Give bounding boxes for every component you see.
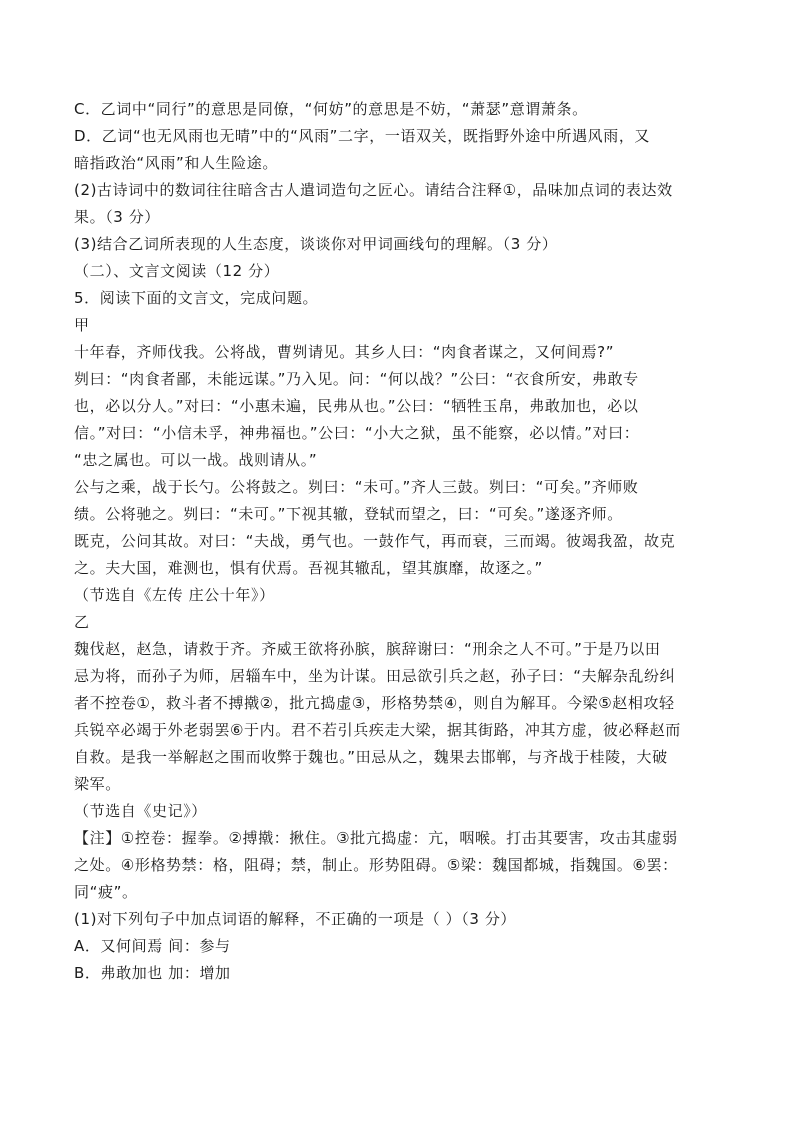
passage-a-line: 刿曰：“肉食者鄙，未能远谋。”乃入见。问：“何以战？”公曰：“衣食所安，弗敢专 (74, 370, 639, 388)
passage-b-source: （节选自《史记》） (74, 802, 207, 820)
passage-b-line: 忌为将，而孙子为师，居辎车中，坐为计谋。田忌欲引兵之赵，孙子曰：“夫解杂乱纷纠 (74, 667, 676, 685)
passage-a-line: 信。”对曰：“小信未孚，神弗福也。”公曰：“小大之狱，虽不能察，必以情。”对曰： (74, 424, 640, 442)
document-body (74, 96, 724, 987)
question-5: 5．阅读下面的文言文，完成问题。 (74, 289, 319, 307)
question-2: (2)古诗词中的数词往往暗含古人遣词造句之匠心。请结合注释①，品味加点词的表达效 (74, 181, 673, 199)
passage-a-line: 绩。公将驰之。刿曰：“未可。”下视其辙，登轼而望之，曰：“可矣。”遂逐齐师。 (74, 505, 623, 523)
option-c: C．乙词中“同行”的意思是同僚，“何妨”的意思是不妨，“萧瑟”意谓萧条。 (74, 100, 588, 118)
sub-question-1: (1)对下列句子中加点词语的解释，不正确的一项是（ ）（3 分） (74, 910, 517, 928)
option-a: A．又何间焉 间：参与 (74, 937, 231, 955)
passage-a-line: 也，必以分人。”对曰：“小惠未遍，民弗从也。”公曰：“牺牲玉帛，弗敢加也，必以 (74, 397, 639, 415)
passage-b-line: 自救。是我一举解赵之围而收弊于魏也。”田忌从之，魏果去邯郸，与齐战于桂陵，大破 (74, 748, 668, 766)
passage-a-line: 之。夫大国，难测也，惧有伏焉。吾视其辙乱，望其旗靡，故逐之。” (74, 559, 543, 577)
option-d: D．乙词“也无风雨也无晴”中的“风雨”二字，一语双关，既指野外途中所遇风雨，又 (74, 127, 651, 145)
question-3: (3)结合乙词所表现的人生态度，谈谈你对甲词画线句的理解。（3 分） (74, 235, 558, 253)
passage-a-source: （节选自《左传 庄公十年》） (74, 586, 275, 604)
passage-b-line: 兵锐卒必竭于外老弱罢⑥于内。君不若引兵疾走大梁，据其街路，冲其方虚，彼必释赵而 (74, 721, 681, 739)
notes-line: 同“疲”。 (74, 883, 138, 901)
option-d-cont: 暗指政治“风雨”和人生险途。 (74, 154, 278, 172)
passage-b-line: 者不控卷①，救斗者不搏撠②，批亢捣虚③，形格势禁④，则自为解耳。今梁⑤赵相攻轻 (74, 694, 675, 712)
passage-a-line: 公与之乘，战于长勺。公将鼓之。刿曰：“未可。”齐人三鼓。刿曰：“可矣。”齐师败 (74, 478, 639, 496)
notes-line: 之处。④形格势禁：格，阻碍；禁，制止。形势阻碍。⑤梁：魏国都城，指魏国。⑥罢： (74, 856, 678, 874)
passage-a-line: 十年春，齐师伐我。公将战，曹刿请见。其乡人曰：“肉食者谋之，又何间焉?” (74, 343, 615, 361)
question-2-cont: 果。（3 分） (74, 208, 161, 226)
passage-a-label: 甲 (74, 316, 90, 334)
passage-a-line: “忠之属也。可以一战。战则请从。” (74, 451, 318, 469)
notes-line: 【注】①控卷：握拳。②搏撠：揪住。③批亢捣虚：亢，咽喉。打击其要害，攻击其虚弱 (74, 829, 678, 847)
section-heading: （二）、文言文阅读（12 分） (74, 262, 280, 280)
option-b: B．弗敢加也 加：增加 (74, 964, 231, 982)
passage-b-line: 魏伐赵，赵急，请救于齐。齐威王欲将孙膑，膑辞谢曰：“刑余之人不可。”于是乃以田 (74, 640, 661, 658)
passage-a-line: 既克，公问其故。对曰：“夫战，勇气也。一鼓作气，再而衰，三而竭。彼竭我盈，故克 (74, 532, 676, 550)
passage-b-label: 乙 (74, 613, 90, 631)
passage-b-line: 梁军。 (74, 775, 121, 793)
